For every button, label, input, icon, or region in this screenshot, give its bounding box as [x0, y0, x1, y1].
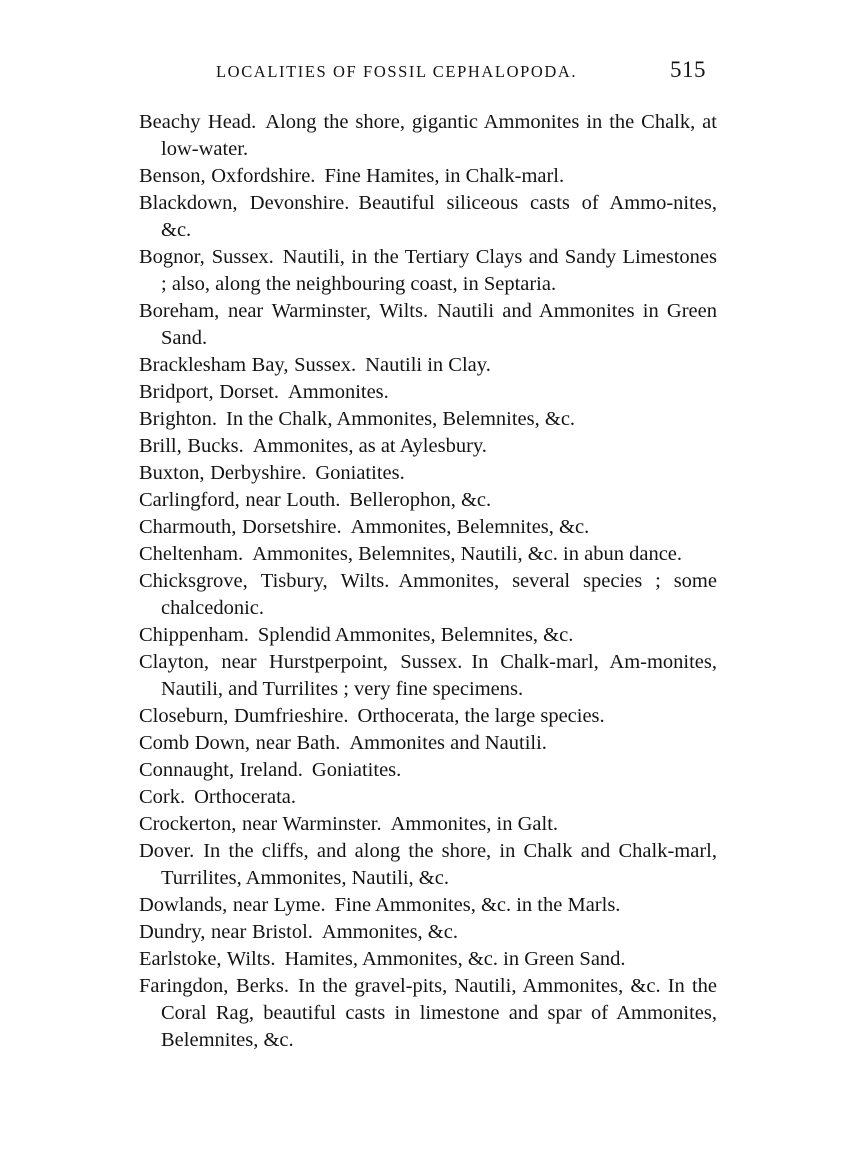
- page-number: 515: [670, 57, 706, 82]
- locality-description: Ammonites, in Galt.: [390, 813, 559, 835]
- locality-place: Cork.: [139, 786, 186, 808]
- locality-description: Nautili, in the Tertiary Clays and Sandy Limestones ; also, along the neighbouring coast, in Septaria.: [161, 246, 717, 295]
- locality-description: Fine Hamites, in Chalk-marl.: [324, 165, 565, 187]
- locality-entry: [139, 190, 717, 244]
- locality-entry: [139, 514, 717, 541]
- locality-place: Beachy Head.: [139, 111, 257, 133]
- locality-entry: [139, 811, 717, 838]
- locality-place: Dowlands, near Lyme.: [139, 894, 326, 916]
- locality-entry: [139, 838, 717, 892]
- locality-description: Bellerophon, &c.: [349, 489, 492, 511]
- locality-description: Orthocerata, the large species.: [357, 705, 605, 727]
- locality-place: Crockerton, near Warminster.: [139, 813, 382, 835]
- locality-place: Chicksgrove, Tisbury, Wilts.: [139, 570, 390, 592]
- locality-description: In the cliffs, and along the shore, in Chalk and Chalk-marl, Turrilites, Ammonites, Nautili, &c.: [161, 840, 717, 889]
- locality-description: Nautili and Ammonites in Green Sand.: [161, 300, 717, 349]
- locality-description: Ammonites, several species ; some chalcedonic.: [161, 570, 717, 619]
- locality-entry: [139, 757, 717, 784]
- locality-entry: [139, 919, 717, 946]
- locality-place: Carlingford, near Louth.: [139, 489, 341, 511]
- locality-place: Boreham, near Warminster, Wilts.: [139, 300, 429, 322]
- locality-entry: [139, 244, 717, 298]
- locality-place: Chippenham.: [139, 624, 249, 646]
- locality-description: Orthocerata.: [194, 786, 296, 808]
- locality-place: Dundry, near Bristol.: [139, 921, 313, 943]
- locality-place: Bridport, Dorset.: [139, 381, 279, 403]
- locality-description: Ammonites, Belemnites, &c.: [350, 516, 590, 538]
- locality-entry: [139, 568, 717, 622]
- locality-description: Splendid Ammonites, Belemnites, &c.: [257, 624, 574, 646]
- locality-entry: [139, 379, 717, 406]
- locality-description: Ammonites, Belemnites, Nautili, &c. in abun dance.: [252, 543, 683, 565]
- locality-place: Bracklesham Bay, Sussex.: [139, 354, 357, 376]
- locality-entry: [139, 406, 717, 433]
- locality-place: Faringdon, Berks.: [139, 975, 290, 997]
- locality-place: Bognor, Sussex.: [139, 246, 274, 268]
- running-title: LOCALITIES OF FOSSIL CEPHALOPODA.: [216, 62, 578, 81]
- locality-entry: [139, 433, 717, 460]
- locality-entry: [139, 946, 717, 973]
- locality-description: Goniatites.: [315, 462, 405, 484]
- running-header: [140, 58, 710, 88]
- locality-description: In the gravel-pits, Nautili, Ammonites, &c. In the Coral Rag, beautiful casts in limestone and spar of Ammonites, Belemnites, &c.: [161, 975, 718, 1051]
- locality-entry: [139, 352, 717, 379]
- locality-entry: [139, 460, 717, 487]
- locality-place: Connaught, Ireland.: [139, 759, 303, 781]
- locality-entry: [139, 163, 717, 190]
- locality-description: Ammonites.: [288, 381, 389, 403]
- locality-entry: [139, 298, 717, 352]
- locality-description: In the Chalk, Ammonites, Belemnites, &c.: [226, 408, 576, 430]
- locality-place: Clayton, near Hurstperpoint, Sussex.: [139, 651, 463, 673]
- locality-description: Beautiful siliceous casts of Ammo-nites, &c.: [161, 192, 718, 241]
- locality-place: Comb Down, near Bath.: [139, 732, 341, 754]
- locality-place: Buxton, Derbyshire.: [139, 462, 307, 484]
- locality-description: Nautili in Clay.: [365, 354, 491, 376]
- locality-entry: [139, 703, 717, 730]
- locality-description: Goniatites.: [311, 759, 402, 781]
- locality-place: Charmouth, Dorsetshire.: [139, 516, 342, 538]
- locality-description: Along the shore, gigantic Ammonites in the Chalk, at low-water.: [161, 111, 717, 160]
- locality-description: Fine Ammonites, &c. in the Marls.: [334, 894, 621, 916]
- locality-entry: [139, 784, 717, 811]
- locality-description: Ammonites, &c.: [321, 921, 458, 943]
- locality-place: Benson, Oxfordshire.: [139, 165, 316, 187]
- locality-entry: [139, 487, 717, 514]
- locality-place: Blackdown, Devonshire.: [139, 192, 350, 214]
- locality-description: In Chalk-marl, Am-monites, Nautili, and Turrilites ; very fine specimens.: [161, 651, 717, 700]
- locality-place: Dover.: [139, 840, 195, 862]
- locality-description: Ammonites, as at Aylesbury.: [252, 435, 487, 457]
- locality-entry: [139, 892, 717, 919]
- locality-place: Cheltenham.: [139, 543, 244, 565]
- locality-place: Closeburn, Dumfrieshire.: [139, 705, 349, 727]
- locality-entry: [139, 622, 717, 649]
- locality-list: [139, 109, 717, 1054]
- locality-entry: [139, 109, 717, 163]
- locality-place: Earlstoke, Wilts.: [139, 948, 276, 970]
- locality-description: Ammonites and Nautili.: [349, 732, 547, 754]
- locality-place: Brighton.: [139, 408, 218, 430]
- locality-entry: [139, 730, 717, 757]
- locality-entry: [139, 541, 717, 568]
- locality-place: Brill, Bucks.: [139, 435, 244, 457]
- locality-entry: [139, 973, 717, 1054]
- locality-description: Hamites, Ammonites, &c. in Green Sand.: [284, 948, 626, 970]
- locality-entry: [139, 649, 717, 703]
